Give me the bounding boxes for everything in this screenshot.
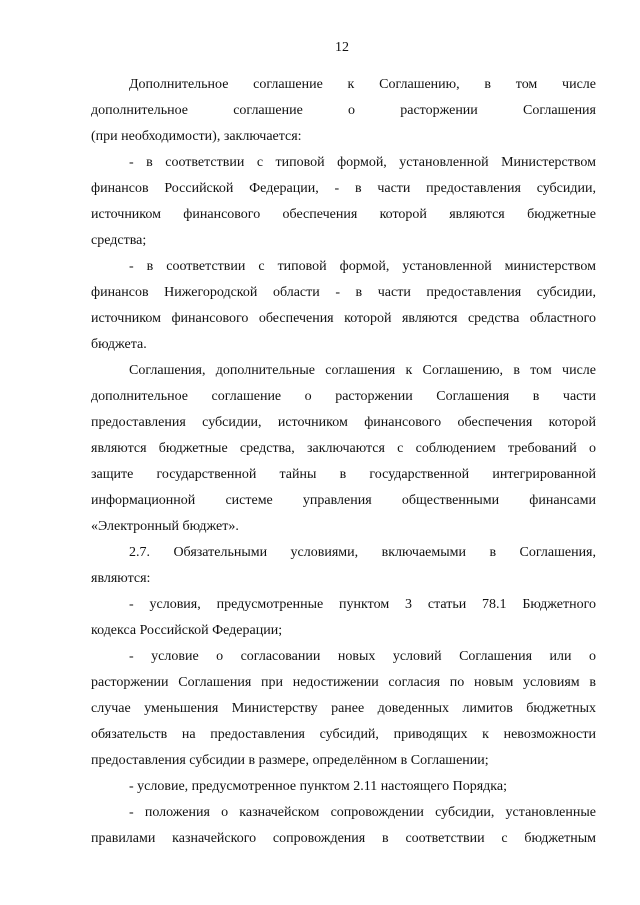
text-line: - условие, предусмотренное пунктом 2.11 настоящего Порядка; bbox=[129, 779, 507, 794]
paragraph bbox=[91, 358, 596, 540]
text-line: кодекса Российской Федерации; bbox=[91, 623, 283, 638]
text-line: (при необходимости), заключается: bbox=[91, 129, 302, 144]
page-number: 12 bbox=[335, 40, 349, 55]
text-line: дополнительное соглашение о расторжении Соглашения bbox=[91, 103, 596, 118]
text-line: обязательств на предоставления субсидий, приводящих к невозможности bbox=[91, 727, 596, 742]
text-line: - условие о согласовании новых условий Соглашения или о bbox=[129, 649, 596, 664]
text-line: предоставления субсидии в размере, определённом в Соглашении; bbox=[91, 753, 489, 768]
paragraph bbox=[91, 150, 596, 254]
text-line: информационной системе управления общественными финансами bbox=[91, 493, 596, 508]
text-line: средства; bbox=[91, 233, 147, 248]
text-line: правилами казначейского сопровождения в соответствии с бюджетным bbox=[91, 831, 596, 846]
document-body bbox=[91, 72, 596, 852]
text-line: защите государственной тайны в государственной интегрированной bbox=[91, 467, 596, 482]
text-line: «Электронный бюджет». bbox=[91, 519, 239, 534]
paragraph bbox=[91, 540, 596, 592]
paragraph bbox=[91, 774, 596, 800]
text-line: источником финансового обеспечения которой являются бюджетные bbox=[91, 207, 596, 222]
text-line: расторжении Соглашения при недостижении согласия по новым условиям в bbox=[91, 675, 596, 690]
text-line: финансов Российской Федерации, - в части предоставления субсидии, bbox=[91, 181, 596, 196]
paragraph bbox=[91, 644, 596, 774]
text-line: бюджета. bbox=[91, 337, 147, 352]
paragraph bbox=[91, 800, 596, 852]
text-line: предоставления субсидии, источником финансового обеспечения которой bbox=[91, 415, 596, 430]
text-line: финансов Нижегородской области - в части предоставления субсидии, bbox=[91, 285, 596, 300]
text-line: - в соответствии с типовой формой, установленной министерством bbox=[129, 259, 596, 274]
text-line: - в соответствии с типовой формой, установленной Министерством bbox=[129, 155, 596, 170]
text-line: - условия, предусмотренные пунктом 3 статьи 78.1 Бюджетного bbox=[129, 597, 596, 612]
paragraph bbox=[91, 254, 596, 358]
paragraph bbox=[91, 592, 596, 644]
text-line: - положения о казначейском сопровождении субсидии, установленные bbox=[129, 805, 596, 820]
text-line: Соглашения, дополнительные соглашения к Соглашению, в том числе bbox=[129, 363, 596, 378]
text-line: дополнительное соглашение о расторжении Соглашения в части bbox=[91, 389, 596, 404]
paragraph bbox=[91, 72, 596, 150]
text-line: являются бюджетные средства, заключаются с соблюдением требований о bbox=[91, 441, 596, 456]
text-line: 2.7. Обязательными условиями, включаемыми в Соглашения, bbox=[129, 545, 596, 560]
text-line: источником финансового обеспечения которой являются средства областного bbox=[91, 311, 596, 326]
text-line: являются: bbox=[91, 571, 151, 586]
text-line: случае уменьшения Министерству ранее доведенных лимитов бюджетных bbox=[91, 701, 596, 716]
text-line: Дополнительное соглашение к Соглашению, в том числе bbox=[129, 77, 596, 92]
